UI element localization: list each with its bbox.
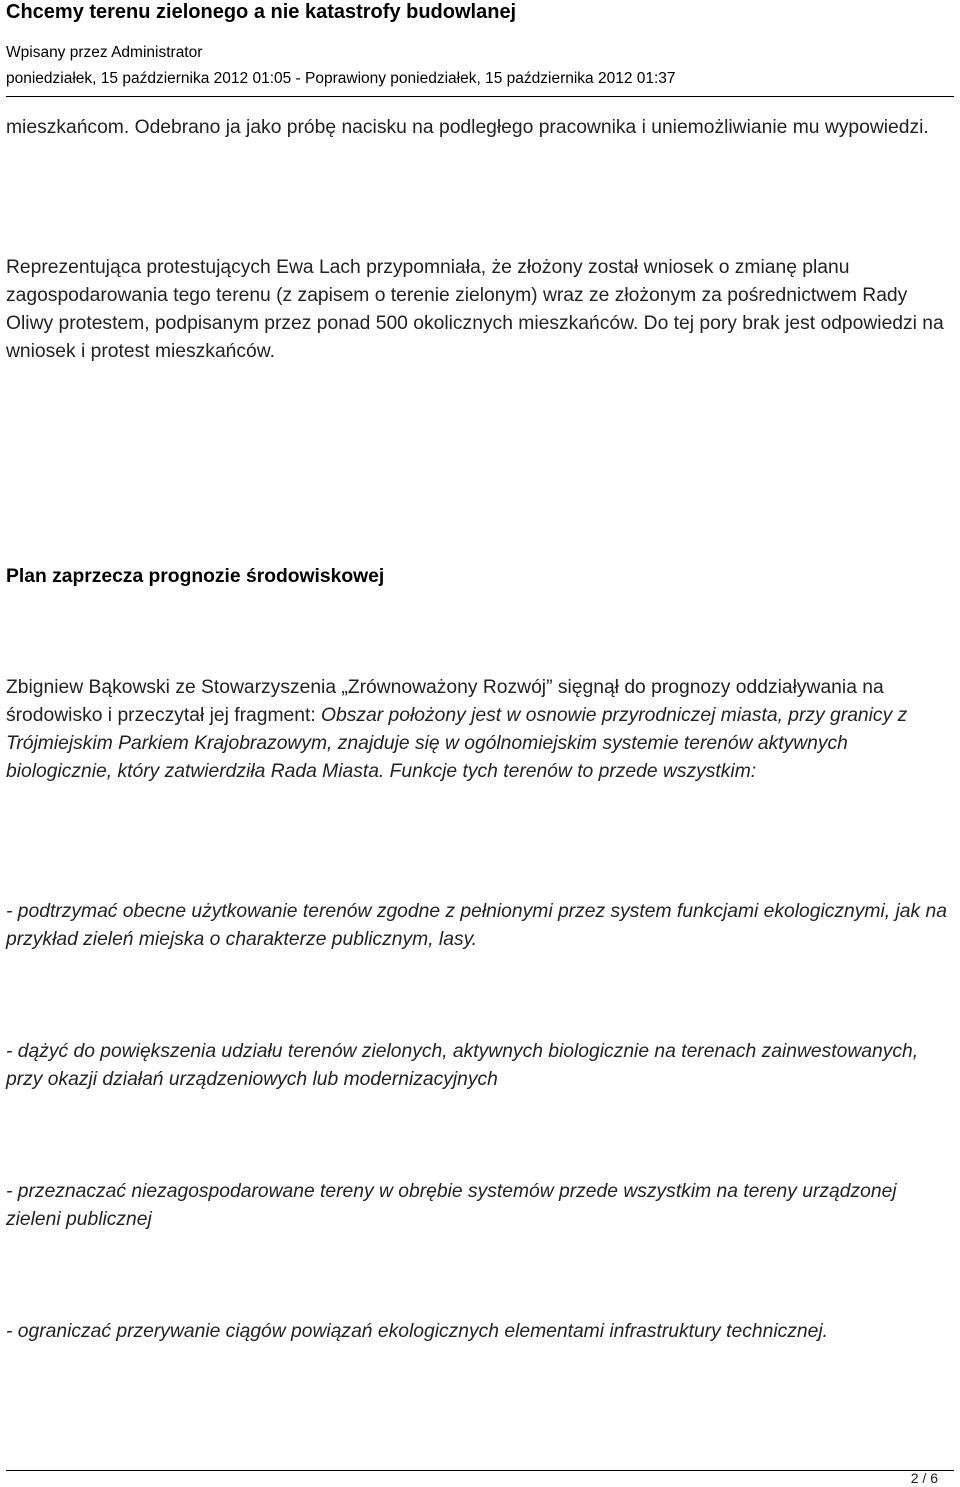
- article-title: Chcemy terenu zielonego a nie katastrofy budowlanej: [6, 1, 517, 23]
- bullet-item-2: [6, 1038, 954, 1094]
- bullet-text-3: - przeznaczać niezagospodarowane tereny w obrębie systemów przede wszystkim na tereny urządzonej zieleni publicznej: [6, 1181, 897, 1230]
- bullet-text-1: - podtrzymać obecne użytkowanie terenów zgodne z pełnionymi przez system funkcjami ekologicznymi, jak na przykład zieleń miejska o charakterze publicznym, lasy.: [6, 901, 947, 950]
- bullet-text-4: - ograniczać przerywanie ciągów powiązań ekologicznych elementami infrastruktury technicznej.: [6, 1321, 828, 1342]
- forecast-quote-text: Obszar położony jest w osnowie przyrodniczej miasta, przy granicy z Trójmiejskim Parkiem Krajobrazowym, znajduje się w ogólnomiejskim systemie terenów aktywnych biologicznie, który zatwierdziła Rada Miasta. Funkcje tych terenów to przede wszystkim:: [6, 705, 908, 782]
- bullet-item-3: [6, 1178, 954, 1234]
- bullet-item-4: [6, 1318, 954, 1346]
- footer-divider: [6, 1470, 954, 1471]
- paragraph-protest: Reprezentująca protestujących Ewa Lach przypomniała, że złożony został wniosek o zmianę planu zagospodarowania tego terenu (z zapisem o terenie zielonym) wraz ze złożonym za pośrednictwem Rady Oliwy protestem, podpisanym przez ponad 500 okolicznych mieszkańców. Do tej pory brak jest odpowiedzi na wniosek i protest mieszkańców.: [6, 257, 944, 362]
- page-number: 2 / 6: [910, 1470, 938, 1486]
- bullet-text-2: - dążyć do powiększenia udziału terenów zielonych, aktywnych biologicznie na terenach zainwestowanych, przy okazji działań urządzeniowych lub modernizacyjnych: [6, 1041, 919, 1090]
- forecast-intro-text: Zbigniew Bąkowski ze Stowarzyszenia „Zrównoważony Rozwój” sięgnął do prognozy oddziaływania na środowisko i przeczytał jej fragment:: [6, 677, 884, 726]
- bullet-item-1: [6, 898, 954, 954]
- date-line: poniedziałek, 15 października 2012 01:05 - Poprawiony poniedziałek, 15 października 2012 01:37: [6, 70, 676, 87]
- author-line: Wpisany przez Administrator: [6, 44, 203, 61]
- section-heading: Plan zaprzecza prognozie środowiskowej: [6, 566, 385, 587]
- paragraph-forecast: [6, 674, 954, 786]
- header-divider: [6, 96, 954, 97]
- paragraph-intro: mieszkańcom. Odebrano ja jako próbę nacisku na podległego pracownika i uniemożliwianie mu wypowiedzi.: [6, 117, 929, 138]
